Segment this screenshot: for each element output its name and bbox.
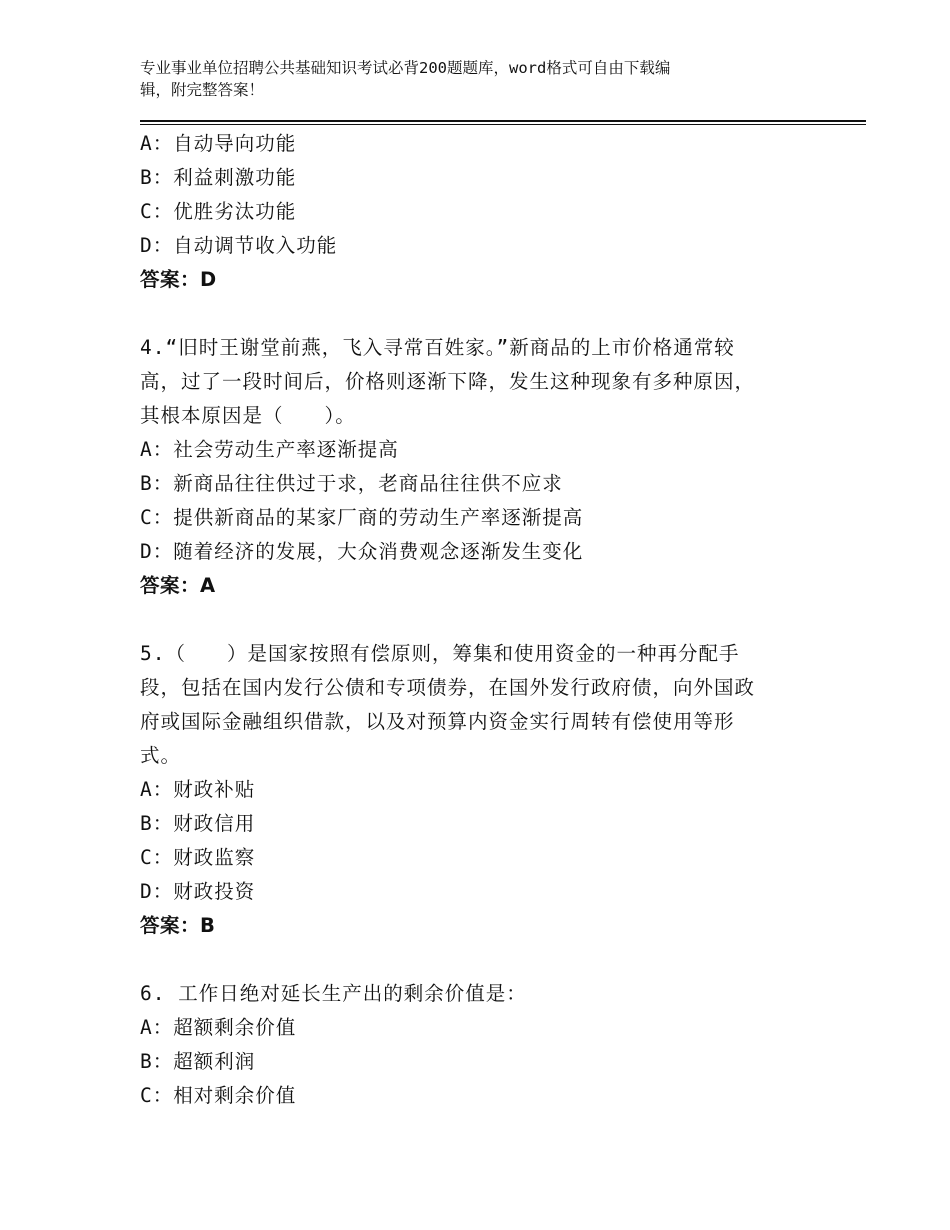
option-a: A：社会劳动生产率逐渐提高 [140, 438, 399, 461]
option-c: C：相对剩余价值 [140, 1084, 297, 1107]
option-d: D：财政投资 [140, 880, 256, 903]
question-text-line: 4.“旧时王谢堂前燕，飞入寻常百姓家。”新商品的上市价格通常较 [140, 336, 735, 359]
header-rule-thick [140, 120, 866, 122]
header-rule-thin [140, 124, 866, 125]
answer-label: 答案：D [140, 268, 217, 291]
question-block [140, 331, 810, 603]
spacer [140, 603, 810, 637]
question-block [140, 637, 810, 943]
header-line-1: 专业事业单位招聘公共基础知识考试必背200题题库，word格式可自由下载编 [140, 59, 671, 77]
option-c: C：提供新商品的某家厂商的劳动生产率逐渐提高 [140, 506, 584, 529]
option-a: A：自动导向功能 [140, 132, 297, 155]
option-b: B：利益刺激功能 [140, 166, 297, 189]
question-text-line: 高，过了一段时间后，价格则逐渐下降，发生这种现象有多种原因， [140, 370, 756, 393]
option-b: B：新商品往往供过于求，老商品往往供不应求 [140, 472, 563, 495]
option-a: A：超额剩余价值 [140, 1016, 297, 1039]
question-text-line: 段，包括在国内发行公债和专项债券，在国外发行政府债，向外国政 [140, 676, 756, 699]
answer-label: 答案：B [140, 914, 216, 937]
document-header [140, 57, 790, 101]
option-a: A：财政补贴 [140, 778, 256, 801]
question-text-line: 6. 工作日绝对延长生产出的剩余价值是： [140, 982, 527, 1005]
option-c: C：优胜劣汰功能 [140, 200, 297, 223]
question-text-line: 式。 [140, 744, 182, 767]
option-d: D：随着经济的发展，大众消费观念逐渐发生变化 [140, 540, 584, 563]
header-line-2: 辑，附完整答案！ [140, 81, 265, 99]
answer-label: 答案：A [140, 574, 216, 597]
spacer [140, 943, 810, 977]
question-text-line: 5.（ ）是国家按照有偿原则，筹集和使用资金的一种再分配手 [140, 642, 740, 665]
option-b: B：超额利润 [140, 1050, 256, 1073]
question-text-line: 府或国际金融组织借款，以及对预算内资金实行周转有偿使用等形 [140, 710, 735, 733]
spacer [140, 297, 810, 331]
question-block [140, 127, 810, 297]
question-list [140, 127, 810, 1113]
question-text-line: 其根本原因是（ ）。 [140, 404, 356, 427]
question-block [140, 977, 810, 1113]
option-b: B：财政信用 [140, 812, 256, 835]
option-c: C：财政监察 [140, 846, 256, 869]
option-d: D：自动调节收入功能 [140, 234, 338, 257]
